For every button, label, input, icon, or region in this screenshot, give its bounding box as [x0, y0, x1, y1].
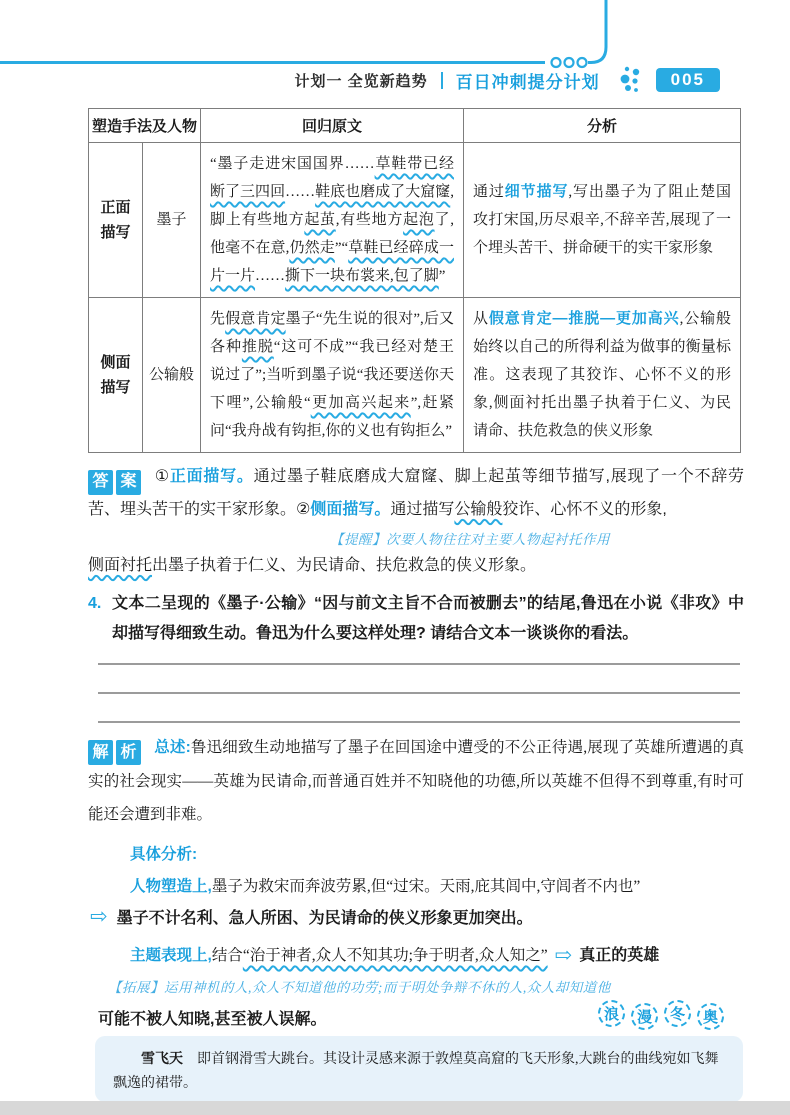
answer-paragraph-1 — [88, 462, 744, 525]
answer-badge: 答 案 — [88, 470, 141, 495]
handwritten-extension-note: 【拓展】运用神机的人,众人不知道他的功劳;而于明处争辩不休的人,众人却知道他 — [108, 980, 611, 995]
table-row — [89, 143, 741, 298]
answer-writing-line — [98, 663, 740, 665]
conclusion-theme: 可能不被人知晓,甚至被人误解。 — [98, 1011, 327, 1028]
header-decoration-line — [0, 0, 790, 70]
table-header-row — [89, 109, 741, 143]
question-number: 4. — [88, 595, 102, 612]
classical-quote: “治于神者,众人不知其功;争于明者,众人知之” — [242, 947, 548, 964]
character-analysis-table — [88, 108, 741, 453]
col-header-original: 回归原文 — [201, 109, 464, 143]
page-header — [0, 64, 720, 96]
breadcrumb-divider — [441, 72, 443, 89]
col-header-method: 塑造手法及人物 — [89, 109, 201, 143]
infobox-text — [113, 1046, 725, 1096]
question-4 — [88, 589, 744, 649]
cell-character: 墨子 — [143, 143, 201, 298]
cell-original-text: 先假意肯定墨子“先生说的很对”,后又各种推脱“这可不成”“我已经对楚王说过了”;当听到墨子说“我还要送你天下哩”,公输般“更加高兴起来”,赶紧问“我舟战有钩拒,你的义也有钩拒么” — [201, 298, 464, 453]
answer-block — [88, 462, 744, 581]
table-row — [89, 298, 741, 453]
question-text: 文本二呈现的《墨子·公输》“因与前文主旨不合而被删去”的结尾,鲁迅在小说《非攻》中却描写得细致生动。鲁迅为什么要这样处理? 请结合文本一谈谈你的看法。 — [112, 595, 744, 642]
answer-paragraph-2: 侧面衬托出墨子执着于仁义、为民请命、扶危救急的侠义形象。 — [88, 556, 537, 574]
handwritten-reminder-note: 【提醒】次要人物往往对主要人物起衬托作用 — [330, 531, 610, 547]
point-theme: 主题表现上,结合“治于神者,众人不知其功;争于明者,众人知之” ⇨ 真正的英雄 — [130, 943, 660, 967]
dots-cluster-icon — [619, 64, 643, 96]
arrow-icon: ⇨ — [90, 905, 108, 928]
conclusion-characterization: ⇨ 墨子不计名利、急人所困、为民请命的侠义形象更加突出。 — [90, 905, 533, 928]
answer-text-1: ①正面描写。通过墨子鞋底磨成大窟窿、脚上起茧等细节描写,展现了一个不辞劳苦、埋头苦干的实干家形象。②侧面描写。通过描写公输般狡诈、心怀不义的形象, — [88, 468, 744, 518]
overview-label: 总述: — [154, 739, 191, 756]
arrow-icon: ⇨ — [554, 943, 573, 967]
winter-olympics-label: 浪 漫 冬 奥 — [598, 1000, 724, 1027]
answer-writing-line — [98, 721, 740, 723]
breadcrumb-section: 计划一 全览新趋势 — [294, 72, 428, 90]
explanation-badge: 解 析 — [88, 740, 141, 765]
breadcrumb-program: 百日冲刺提分计划 — [455, 72, 600, 92]
explanation-block — [88, 731, 744, 1029]
winter-olympics-infobox — [95, 1036, 743, 1102]
col-header-analysis: 分析 — [464, 109, 741, 143]
point-characterization: 人物塑造上,墨子为救宋而奔波劳累,但“过宋。天雨,庇其闾中,守闾者不内也” — [130, 878, 641, 895]
cell-analysis-text: 从假意肯定—推脱—更加高兴,公输般始终以自己的所得利益为做事的衡量标准。这表现了其狡诈、心怀不义的形象,侧面衬托出墨子执着于仁义、为民请命、扶危救急的侠义形象 — [464, 298, 741, 453]
cell-method: 侧面描写 — [89, 298, 143, 453]
infobox-description: 即首钢滑雪大跳台。其设计灵感来源于敦煌莫高窟的飞天形象,大跳台的曲线宛如飞舞飘逸的裙带。 — [113, 1052, 719, 1091]
page-number: 005 — [656, 68, 720, 92]
detail-analysis-label: 具体分析: — [130, 846, 198, 863]
answer-writing-line — [98, 692, 740, 694]
cell-character: 公输般 — [143, 298, 201, 453]
infobox-term: 雪飞天 — [141, 1050, 183, 1066]
overview-text: 鲁迅细致生动地描写了墨子在回国途中遭受的不公正待遇,展现了英雄所遭遇的真实的社会现实——英雄为民请命,而普通百姓并不知晓他的功德,所以英雄不但得不到尊重,有时可能还会遭到非难。 — [88, 739, 744, 823]
page-bottom-bar — [0, 1101, 790, 1115]
cell-original-text: “墨子走进宋国国界……草鞋带已经断了三四回……鞋底也磨成了大窟窿,脚上有些地方起茧,有些地方起泡了,他毫不在意,仍然走”“草鞋已经碎成一片一片……撕下一块布裳来,包了脚” — [201, 143, 464, 298]
overview-paragraph — [88, 731, 744, 831]
cell-analysis-text: 通过细节描写,写出墨子为了阻止楚国攻打宋国,历尽艰辛,不辞辛苦,展现了一个埋头苦干、拼命硬干的实干家形象 — [464, 143, 741, 298]
cell-method: 正面描写 — [89, 143, 143, 298]
